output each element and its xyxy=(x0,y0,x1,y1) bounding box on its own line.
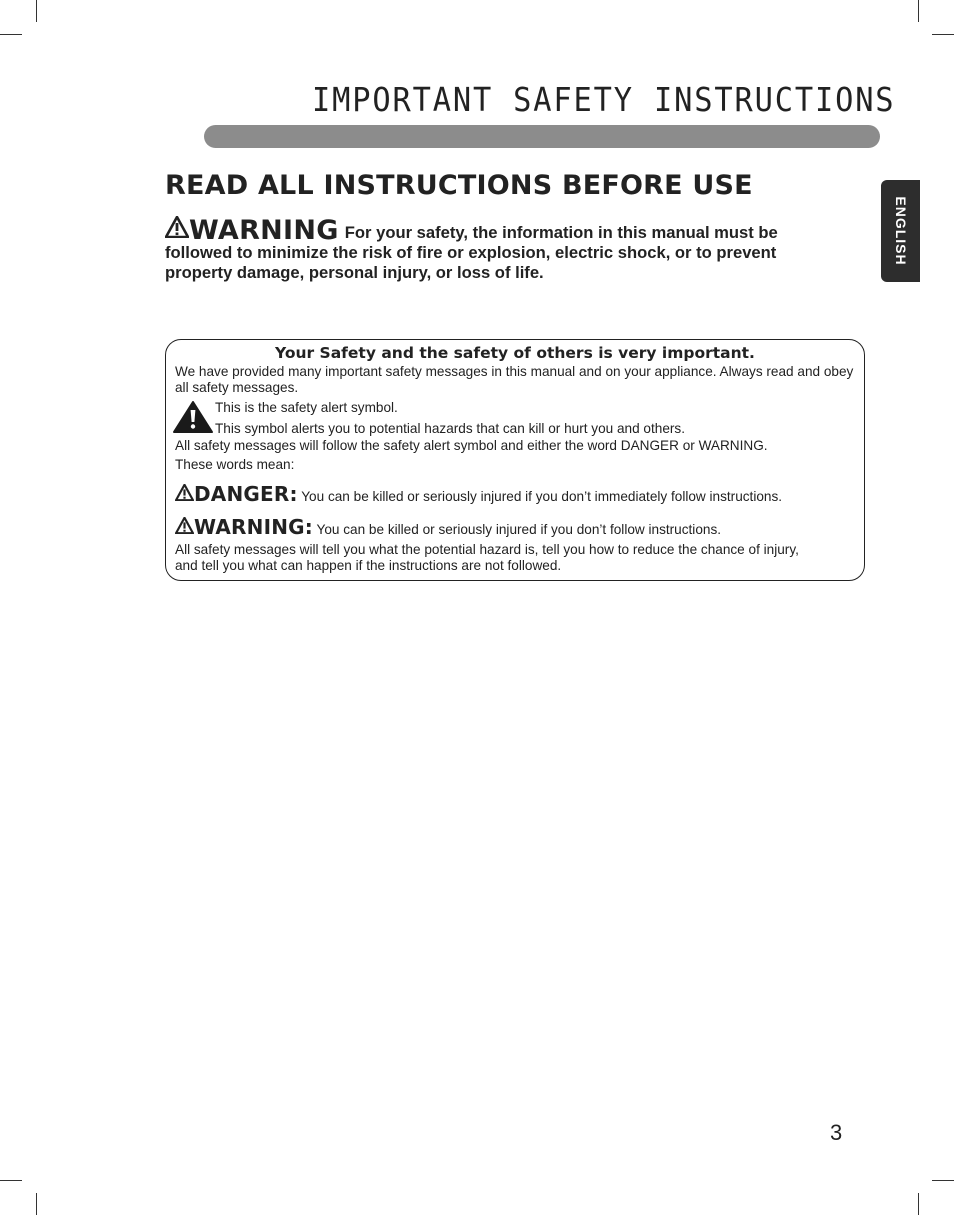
title-underline-bar xyxy=(204,125,880,148)
crop-mark xyxy=(918,0,919,22)
words-mean-line: These words mean: xyxy=(175,457,295,472)
crop-mark xyxy=(0,34,22,35)
warning-triangle-icon xyxy=(165,216,189,238)
safety-info-box xyxy=(165,339,865,581)
symbol-description-line: This is the safety alert symbol. xyxy=(215,400,398,415)
crop-mark xyxy=(36,0,37,22)
page-title: IMPORTANT SAFETY INSTRUCTIONS xyxy=(312,80,896,119)
crop-mark xyxy=(932,1180,954,1181)
crop-mark xyxy=(932,34,954,35)
warning-intro xyxy=(165,216,825,283)
language-tab-label: ENGLISH xyxy=(892,196,909,266)
safety-box-intro: We have provided many important safety messages in this manual and on your appliance. Always read and obey all safety messages. xyxy=(175,364,854,395)
safety-messages-line: All safety messages will follow the safety alert symbol and either the word DANGER or WARNING. xyxy=(175,438,768,453)
section-heading: READ ALL INSTRUCTIONS BEFORE USE xyxy=(165,170,753,201)
warning-triangle-icon xyxy=(175,517,194,534)
crop-mark xyxy=(918,1193,919,1215)
language-tab xyxy=(881,180,920,282)
safety-alert-symbol-icon xyxy=(172,400,214,434)
warning-message xyxy=(175,515,721,539)
symbol-description-line: This symbol alerts you to potential hazards that can kill or hurt you and others. xyxy=(215,421,685,436)
warning-text: For your safety, the information in this manual must be followed to minimize the risk of fire or explosion, electric shock, or to prevent property damage, personal injury, or loss of life. xyxy=(165,223,778,282)
danger-text: You can be killed or seriously injured if you don’t immediately follow instructions. xyxy=(301,489,783,504)
warning-text: You can be killed or seriously injured if you don’t follow instructions. xyxy=(316,522,722,537)
danger-word: DANGER: xyxy=(194,482,298,506)
warning-word: WARNING: xyxy=(194,515,313,539)
crop-mark xyxy=(36,1193,37,1215)
safety-box-closing: All safety messages will tell you what the potential hazard is, tell you how to reduce the chance of injury, and tell you what can happen if the instructions are not followed. xyxy=(175,542,799,573)
warning-word: WARNING xyxy=(189,215,339,246)
crop-mark xyxy=(0,1180,22,1181)
page-number: 3 xyxy=(830,1120,843,1145)
safety-box-heading: Your Safety and the safety of others is very important. xyxy=(275,344,755,362)
danger-message xyxy=(175,482,782,506)
warning-triangle-icon xyxy=(175,484,194,501)
